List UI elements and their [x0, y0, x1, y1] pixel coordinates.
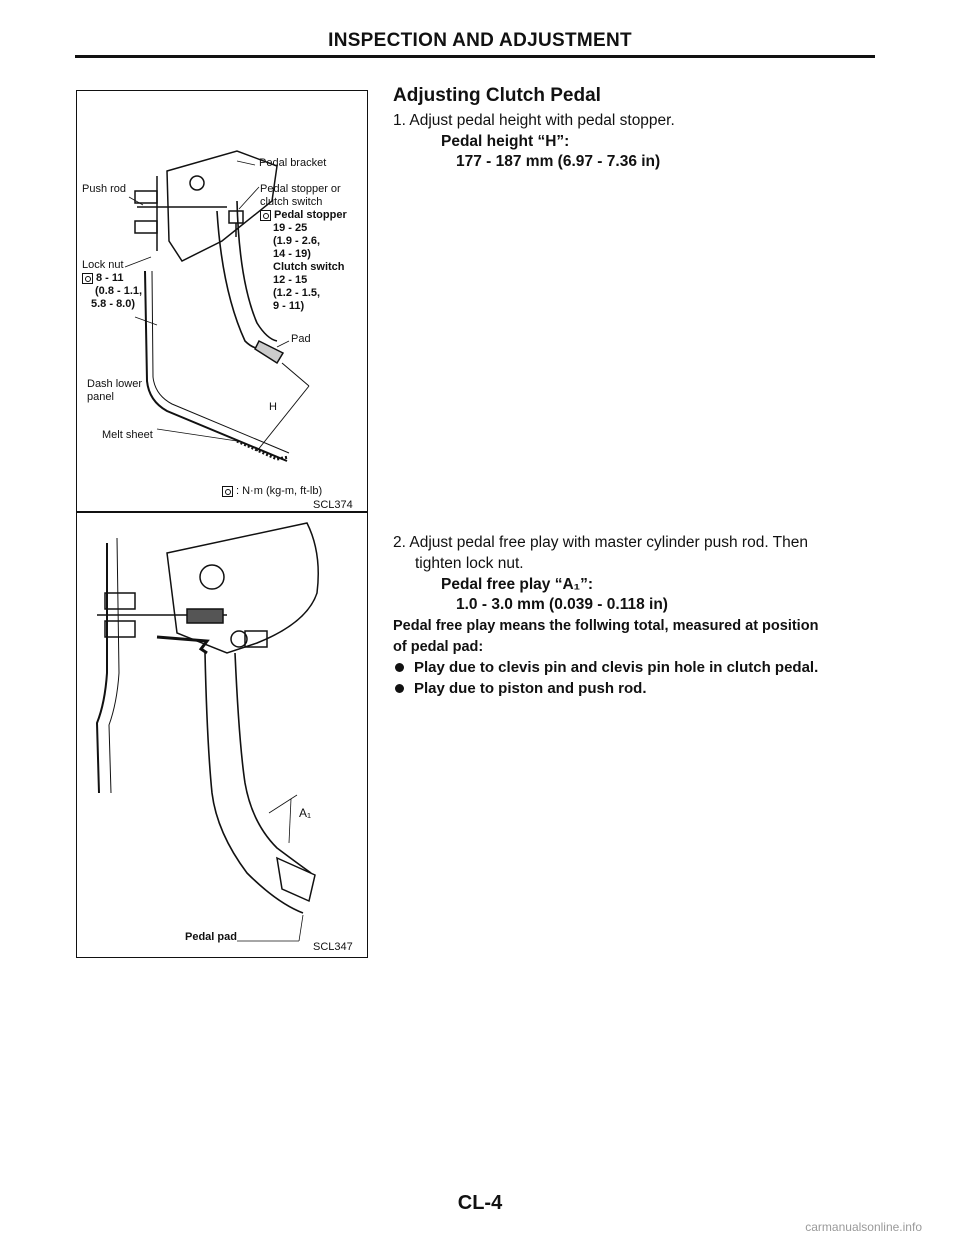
torque-ln-1: 8 - 11 — [96, 272, 124, 284]
step2-note-line1: Pedal free play means the follwing total, measured at position — [393, 618, 819, 634]
label-push-rod: Push rod — [82, 183, 127, 195]
torque-wrench-icon — [260, 210, 271, 221]
step2-spec-label: Pedal free play “A₁”: — [441, 576, 593, 593]
label-units: : N·m (kg-m, ft-lb) — [236, 485, 323, 497]
figure-code-scl374: SCL374 — [313, 499, 353, 511]
torque-ps-2: (1.9 - 2.6, — [273, 235, 321, 247]
watermark: carmanualsonline.info — [805, 1220, 922, 1234]
step1-spec-value: 177 - 187 mm (6.97 - 7.36 in) — [456, 153, 661, 170]
label-melt-sheet: Melt sheet — [102, 429, 153, 441]
step2-note-line2: of pedal pad: — [393, 639, 484, 655]
label-pad: Pad — [291, 333, 311, 345]
step1-spec-label: Pedal height “H”: — [441, 133, 570, 150]
label-pedal-stopper-or: Pedal stopper or — [260, 183, 341, 195]
torque-ln-2: (0.8 - 1.1, — [95, 285, 143, 297]
torque-wrench-icon — [82, 273, 93, 284]
label-h: H — [269, 401, 277, 413]
step2-line1: 2. Adjust pedal free play with master cylinder push rod. Then — [393, 534, 808, 551]
label-pedal-bracket: Pedal bracket — [259, 157, 327, 169]
label-dash-panel: panel — [87, 391, 114, 403]
step2-line2: tighten lock nut. — [415, 555, 524, 572]
step1-text: 1. Adjust pedal height with pedal stopper. — [393, 112, 675, 129]
torque-ln-3: 5.8 - 8.0) — [91, 298, 136, 310]
header-rule — [75, 55, 875, 58]
label-pedal-stopper: Pedal stopper — [274, 209, 347, 221]
torque-ps-1: 19 - 25 — [273, 222, 308, 234]
bullet-icon — [395, 684, 404, 693]
torque-ps-3: 14 - 19) — [273, 248, 311, 260]
torque-cs-1: 12 - 15 — [273, 274, 308, 286]
section-title: Adjusting Clutch Pedal — [393, 85, 601, 106]
bullet-icon — [395, 663, 404, 672]
torque-wrench-icon — [222, 486, 233, 497]
bullet-item: Play due to clevis pin and clevis pin hole in clutch pedal. — [395, 659, 818, 676]
label-lock-nut: Lock nut — [82, 259, 124, 271]
figure-pedal-height — [76, 90, 368, 512]
figure-free-play — [76, 512, 368, 958]
torque-cs-2: (1.2 - 1.5, — [273, 287, 321, 299]
label-pedal-pad: Pedal pad — [185, 931, 237, 943]
page-number: CL-4 — [457, 1192, 503, 1214]
free-play-diagram — [77, 513, 367, 957]
page-header-title: INSPECTION AND ADJUSTMENT — [328, 30, 632, 51]
label-a1: A₁ — [299, 806, 312, 820]
torque-cs-3: 9 - 11) — [273, 300, 305, 312]
bullet-item: Play due to piston and push rod. — [395, 680, 647, 697]
label-clutch-switch-bold: Clutch switch — [273, 261, 345, 273]
label-dash-lower: Dash lower — [87, 378, 143, 390]
step2-spec-value: 1.0 - 3.0 mm (0.039 - 0.118 in) — [456, 596, 668, 613]
figure-code-scl347: SCL347 — [313, 941, 353, 953]
label-clutch-switch: clutch switch — [260, 196, 323, 208]
